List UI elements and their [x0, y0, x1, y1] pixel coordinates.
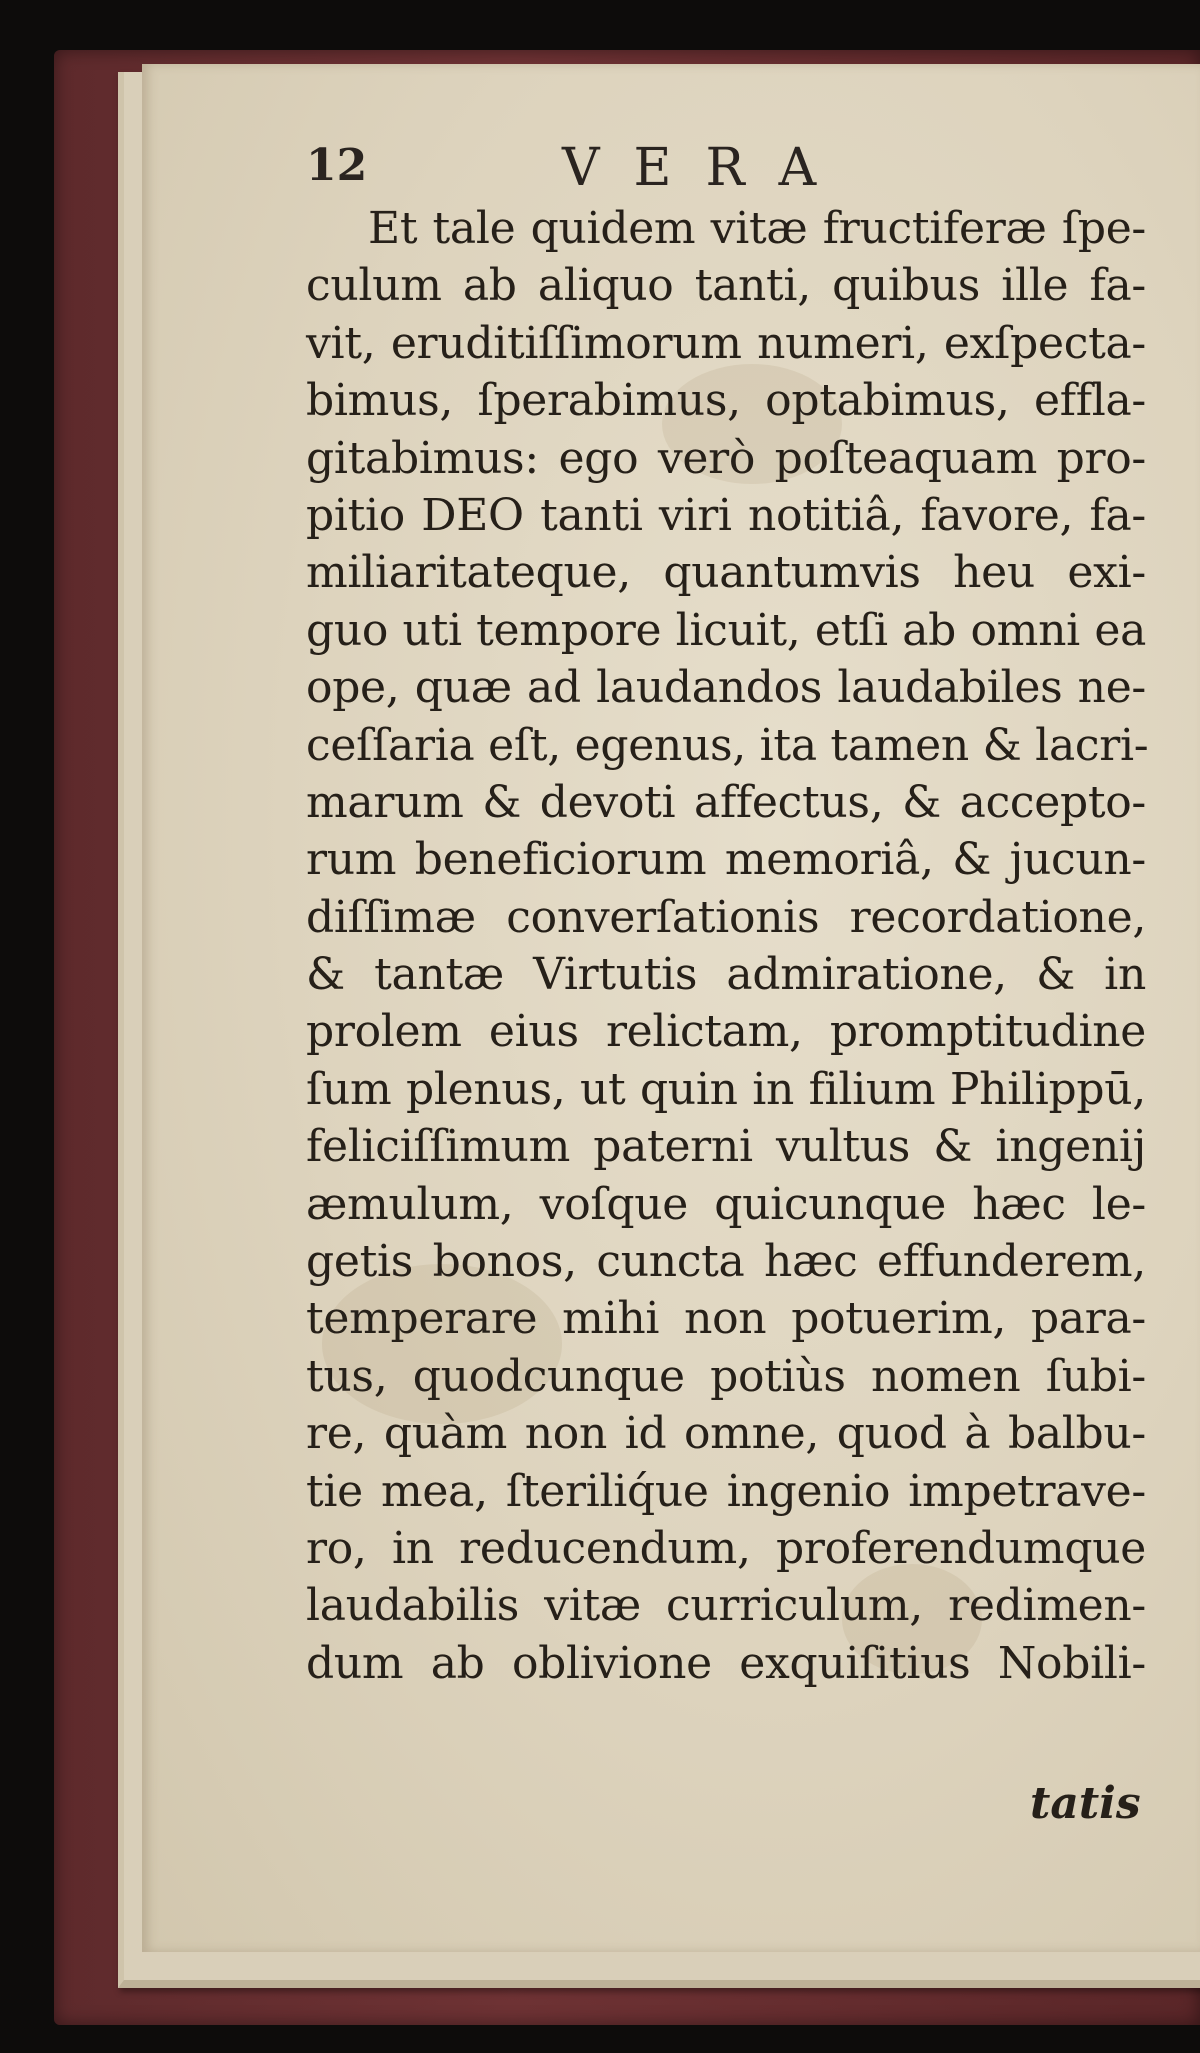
- body-text: [306, 200, 1149, 1692]
- text-line: diſſimæ converſationis recordatione,: [306, 891, 1146, 943]
- text-line: culum ab aliquo tanti, quibus ille fa-: [306, 260, 1146, 312]
- text-line: temperare mihi non potuerim, para-: [306, 1293, 1146, 1345]
- text-line: feliciſſimum paterni vultus & ingenij: [306, 1121, 1146, 1173]
- running-title: VERA: [562, 138, 851, 198]
- page-number: 12: [306, 140, 368, 191]
- text-line: guo uti tempore licuit, etſi ab omni ea: [306, 604, 1146, 656]
- text-line: rum beneficiorum memoriâ, & jucun-: [306, 834, 1146, 886]
- text-line: dum ab oblivione exquiſitius Nobili-: [306, 1637, 1146, 1689]
- text-line: re, quàm non id omne, quod à balbu-: [306, 1408, 1146, 1460]
- text-line: vit, eruditiſſimorum numeri, exſpecta-: [306, 317, 1146, 369]
- text-line: ſum plenus, ut quin in filium Philippū,: [306, 1063, 1146, 1115]
- text-line: Et tale quidem vitæ fructiferæ ſpe-: [368, 203, 1146, 254]
- text-line: bimus, ſperabimus, optabimus, effla-: [306, 375, 1146, 427]
- text-line: laudabilis vitæ curriculum, redimen-: [306, 1580, 1146, 1632]
- text-line: pitio DEO tanti viri notitiâ, favore, fa-: [306, 489, 1146, 541]
- text-line: tus, quodcunque potiùs nomen ſubi-: [306, 1350, 1146, 1402]
- text-line: tie mea, ſteriliq́ue ingenio impetrave-: [306, 1465, 1146, 1517]
- text-line: ceſſaria eſt, egenus, ita tamen & lacri-: [306, 719, 1149, 771]
- text-line: ro, in reducendum, proferendumque: [306, 1522, 1146, 1574]
- text-line: getis bonos, cuncta hæc effunderem,: [306, 1236, 1146, 1288]
- text-line: gitabimus: ego verò poſteaquam pro-: [306, 432, 1146, 484]
- text-line: ope, quæ ad laudandos laudabiles ne-: [306, 662, 1146, 714]
- catchword: tatis: [1030, 1778, 1141, 1829]
- text-line: æmulum, voſque quicunque hæc le-: [306, 1178, 1146, 1230]
- text-line: & tantæ Virtutis admiratione, & in: [306, 949, 1146, 1001]
- text-line: miliaritateque, quantumvis heu exi-: [306, 547, 1146, 599]
- text-line: prolem eius relictam, promptitudine: [306, 1006, 1146, 1058]
- text-line: marum & devoti affectus, & accepto-: [306, 776, 1146, 828]
